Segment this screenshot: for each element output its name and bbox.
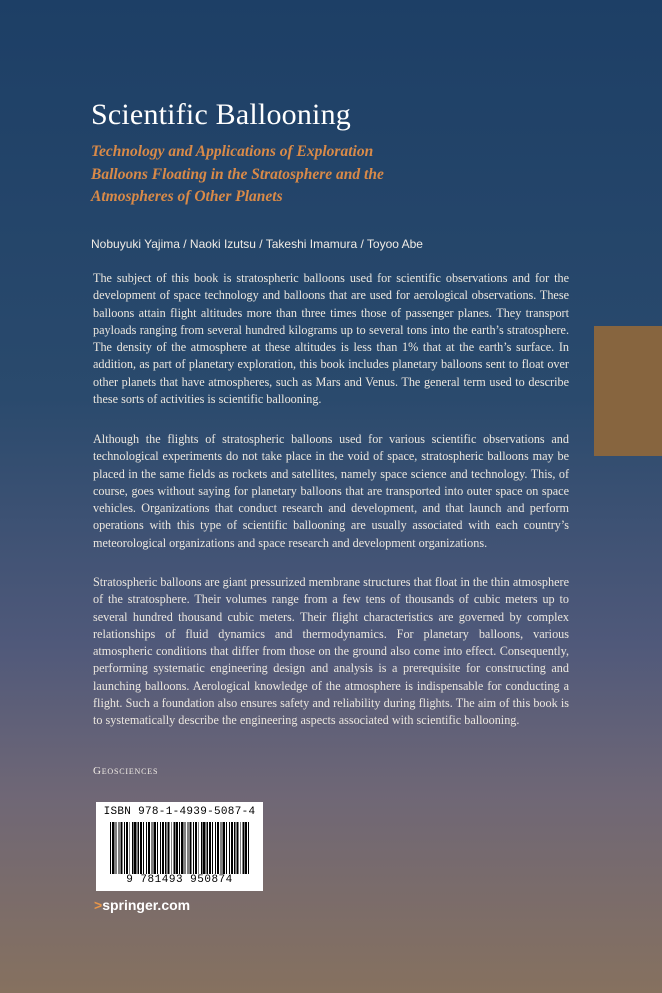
publisher-website[interactable]	[94, 897, 190, 913]
side-color-tab	[594, 326, 662, 456]
subject-category: Geosciences	[93, 765, 159, 777]
description-paragraph-3: Stratospheric balloons are giant pressurized membrane structures that float in the thin atmosphere of the stratosphere. Their volumes range from a few tens of thousands of cubic meters up to several hundred thousand cubic meters. Their flight characteristics are governed by complex relationships of fluid dynamics and thermodynamics. For planetary balloons, various atmospheric conditions that differ from those on the ground also come into effect. Consequently, performing systematic engineering design and analysis is a prerequisite for constructing and launching balloons. Aerological knowledge of the atmosphere is indispensable for conducting a flight. Such a foundation also ensures safety and reliability during flights. The aim of this book is to systematically describe the engineering aspects associated with scientific ballooning.	[93, 575, 569, 728]
isbn-barcode	[96, 802, 263, 891]
book-subtitle: Technology and Applications of Exploration Balloons Floating in the Stratosphere and the Atmospheres of Other Planets	[91, 143, 384, 205]
description-paragraph-1: The subject of this book is stratospheric balloons used for scientific observations and for the development of space technology and balloons that are used for aerological observations. These balloons attain flight altitudes more than three times those of passenger planes. They transport payloads ranging from several hundred kilograms up to several tons into the earth’s stratosphere. The density of the atmosphere at these altitudes is less than 1% that at the earth’s surface. In addition, as part of planetary exploration, this book includes planetary balloons sent to float over other planets that have atmospheres, such as Mars and Venus. The general term used to describe these sorts of activities is scientific ballooning.	[93, 271, 569, 407]
description-paragraph-2: Although the flights of stratospheric balloons used for various scientific observations and technological experiments do not take place in the void of space, stratospheric balloons may be placed in the same fields as rockets and satellites, namely space science and technology. This, of course, goes without saying for planetary balloons that are transported into outer space on space vehicles. Organizations that conduct research and development, and that launch and perform operations with this type of scientific ballooning are usually associated with each country’s meteorological organizations and space research and development organizations.	[93, 432, 569, 550]
barcode-bars	[110, 822, 250, 874]
publisher-website-text: springer.com	[102, 897, 191, 913]
authors-line: Nobuyuki Yajima / Naoki Izutsu / Takeshi Imamura / Toyoo Abe	[91, 237, 423, 251]
book-title: Scientific Ballooning	[91, 98, 351, 131]
barcode-digits: 9 781493 950874	[126, 874, 233, 886]
isbn-label: ISBN 978-1-4939-5087-4	[103, 806, 256, 818]
chevron-right-icon: >	[94, 897, 103, 913]
